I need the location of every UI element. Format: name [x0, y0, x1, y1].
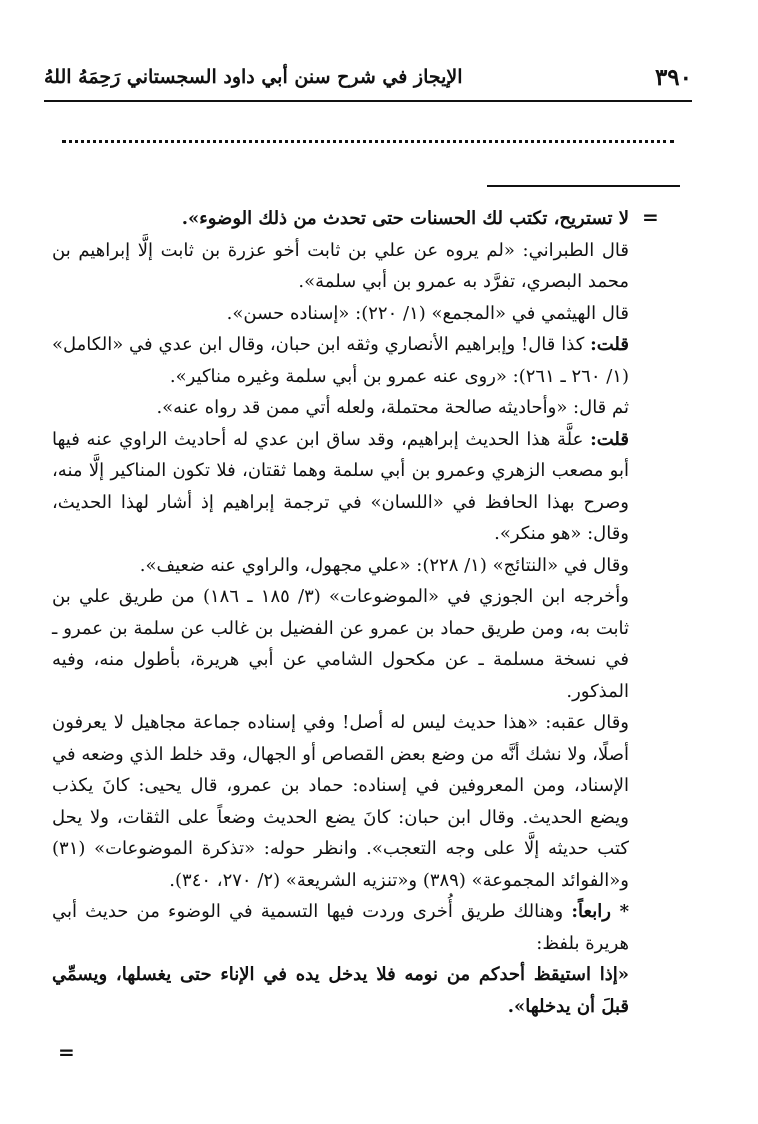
- footnote-continuation-mark-top: =: [642, 205, 659, 229]
- paragraph-body: علَّة هذا الحديث إبراهيم، وقد ساق ابن عدي له أحاديث الراوي عنه فيها أبو مصعب الزهري وعمرو بن أبي سلمة وهما ثقتان، فلا تكون المناكير إلَّا منه، وصرح بهذا الحافظ في «اللسان» في ترجمة إبراهيم إذ أشار لهذا الحديث، وقال: «هو منكر».: [52, 428, 629, 544]
- footnote-separator: [487, 185, 680, 187]
- paragraph: [52, 424, 629, 550]
- paragraph-body: وهنالك طريق أُخرى وردت فيها التسمية في الوضوء من حديث أبي هريرة بلفظ:: [52, 901, 629, 954]
- header-rule: [44, 100, 692, 102]
- paragraph-lead: قلت:: [590, 428, 629, 450]
- paragraph-lead: * رابعاً:: [571, 901, 629, 922]
- page-number: ٣٩٠: [654, 64, 692, 91]
- paragraph: ثم قال: «وأحاديثه صالحة محتملة، ولعله أتي ممن قد رواه عنه».: [156, 397, 629, 418]
- paragraph: وقال عقبه: «هذا حديث ليس له أصل! وفي إسناده جماعة مجاهيل لا يعرفون أصلًا، ولا نشك أنَّه من وضع بعض القصاص أو الجهال، وقد خلط الذي وضعه في الإسناد، ومن المعروفين في إسناده: حماد بن عمرو، قال يحيى: كانَ يكذب ويضع الحديث. وقال ابن حبان: كانَ يضع الحديث وضعاً على الثقات، ولا يحل كتب حديثه إلَّا على وجه التعجب». وانظر حوله: «تذكرة الموضوعات» (٣١) و«الفوائد المجموعة» (٣٨٩) و«تنزيه الشريعة» (٢/ ٢٧٠، ٣٤٠).: [52, 712, 629, 891]
- omitted-text-dotted-line: [62, 140, 674, 151]
- footnote-continuation-mark-bottom: =: [58, 1040, 75, 1064]
- paragraph: [52, 896, 629, 959]
- paragraph-body: كذا قال! وإبراهيم الأنصاري وثقه ابن حبان، وقال ابن عدي في «الكامل» (١/ ٢٦٠ ـ ٢٦١): «روى عنه عمرو بن أبي سلمة وغيره مناكير».: [52, 334, 629, 387]
- paragraph-lead: قلت:: [590, 334, 629, 355]
- paragraph: لا تستريح، تكتب لك الحسنات حتى تحدث من ذلك الوضوء».: [181, 208, 629, 229]
- paragraph: قال الطبراني: «لم يروه عن علي بن ثابت أخو عزرة بن ثابت إلَّا إبراهيم بن محمد البصري، تفرَّد به عمرو بن أبي سلمة».: [52, 239, 629, 292]
- paragraph: [52, 329, 629, 392]
- footnote-text: [52, 203, 629, 1022]
- paragraph: قال الهيثمي في «المجمع» (١/ ٢٢٠): «إسناده حسن».: [226, 302, 629, 324]
- paragraph: «إذا استيقظ أحدكم من نومه فلا يدخل يده في الإناء حتى يغسلها، ويسمِّي قبلَ أن يدخلها».: [52, 964, 629, 1017]
- running-title: الإيجاز في شرح سنن أبي داود السجستاني رَحِمَهُ اللهُ: [44, 66, 463, 88]
- page-header: [44, 64, 692, 102]
- paragraph: وقال في «النتائج» (١/ ٢٢٨): «علي مجهول، والراوي عنه ضعيف».: [139, 554, 629, 576]
- paragraph: وأخرجه ابن الجوزي في «الموضوعات» (٣/ ١٨٥ ـ ١٨٦) من طريق علي بن ثابت به، ومن طريق حماد بن عمرو عن الفضيل بن غالب عن سلمة بن عمرو ـ في نسخة مسلمة ـ عن مكحول الشامي عن أبي هريرة، بأطول منه، وفيه المذكور.: [52, 586, 629, 702]
